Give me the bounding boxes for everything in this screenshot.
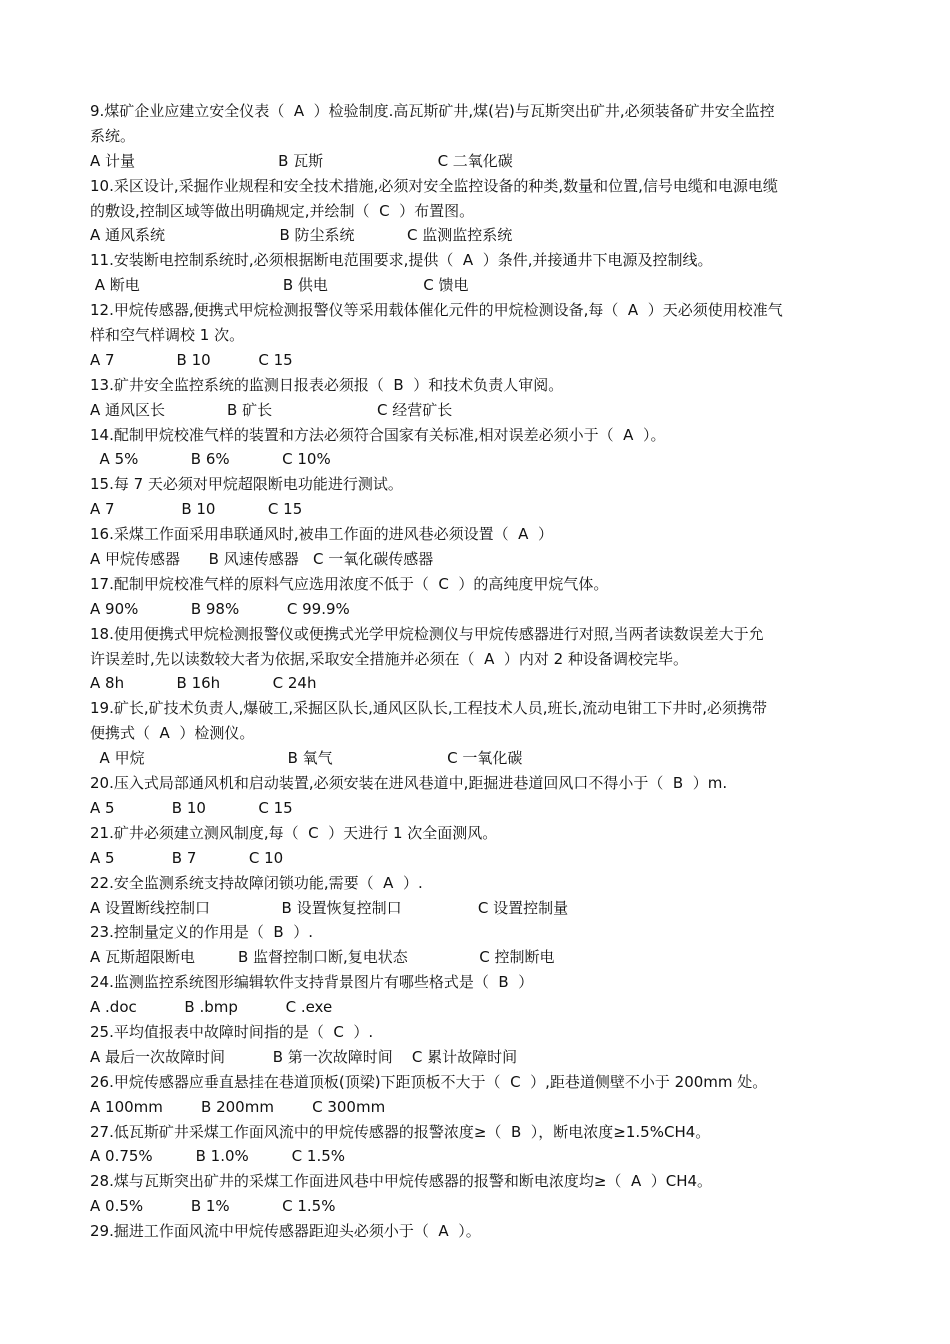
text-line: A 5 B 7 C 10: [90, 848, 284, 867]
text-line: A 断电 B 供电 C 馈电: [90, 276, 469, 295]
question-list: [90, 99, 865, 1244]
text-line: 26.甲烷传感器应垂直悬挂在巷道顶板(顶梁)下距顶板不大于（ C ）,距巷道侧壁不小于 200mm 处。: [90, 1072, 768, 1091]
text-line: 27.低瓦斯矿井采煤工作面风流中的甲烷传感器的报警浓度≥（ B ），断电浓度≥1.5%CH4。: [90, 1122, 711, 1141]
text-line: 25.平均值报表中故障时间指的是（ C ）.: [90, 1022, 374, 1041]
text-line: 18.使用便携式甲烷检测报警仪或便携式光学甲烷检测仪与甲烷传感器进行对照,当两者读数误差大于允: [90, 624, 764, 643]
text-line: A 100mm B 200mm C 300mm: [90, 1097, 386, 1116]
text-line: 14.配制甲烷校准气样的装置和方法必须符合国家有关标准,相对误差必须小于（ A ）。: [90, 425, 666, 444]
text-line: 16.采煤工作面采用串联通风时,被串工作面的进风巷必须设置（ A ）: [90, 525, 553, 544]
text-line: 10.采区设计,采掘作业规程和安全技术措施,必须对安全监控设备的种类,数量和位置,信号电缆和电源电缆: [90, 176, 778, 195]
text-line: A 0.5% B 1% C 1.5%: [90, 1197, 336, 1216]
text-line: 21.矿井必须建立测风制度,每（ C ）天进行 1 次全面测风。: [90, 823, 498, 842]
text-line: A 设置断线控制口 B 设置恢复控制口 C 设置控制量: [90, 898, 569, 917]
text-line: A 7 B 10 C 15: [90, 350, 293, 369]
text-line: 9.煤矿企业应建立安全仪表（ A ）检验制度.高瓦斯矿井,煤(岩)与瓦斯突出矿井,必须装备矿井安全监控: [90, 102, 775, 120]
text-line: 23.控制量定义的作用是（ B ）.: [90, 923, 313, 942]
text-line: A 7 B 10 C 15: [90, 500, 303, 519]
text-line: 17.配制甲烷校准气样的原料气应选用浓度不低于（ C ）的高纯度甲烷气体。: [90, 574, 609, 593]
text-line: A 通风区长 B 矿长 C 经营矿长: [90, 400, 453, 419]
text-line: 11.安装断电控制系统时,必须根据断电范围要求,提供（ A ）条件,并接通井下电源及控制线。: [90, 251, 713, 270]
text-line: 19.矿长,矿技术负责人,爆破工,采掘区队长,通风区队长,工程技术人员,班长,流动电钳工下井时,必须携带: [90, 699, 768, 718]
text-line: 的敷设,控制区域等做出明确规定,并绘制（ C ）布置图。: [90, 201, 475, 220]
text-line: A 90% B 98% C 99.9%: [90, 599, 350, 618]
text-line: A 最后一次故障时间 B 第一次故障时间 C 累计故障时间: [90, 1047, 518, 1066]
text-line: A 甲烷传感器 B 风速传感器 C 一氧化碳传感器: [90, 550, 434, 569]
text-line: 22.安全监测系统支持故障闭锁功能,需要（ A ）.: [90, 873, 423, 892]
text-line: A 5% B 6% C 10%: [90, 450, 331, 469]
text-line: A 8h B 16h C 24h: [90, 674, 317, 693]
text-line: 20.压入式局部通风机和启动装置,必须安装在进风巷道中,距掘进巷道回风口不得小于（ B ）m.: [90, 774, 728, 793]
text-line: 15.每 7 天必须对甲烷超限断电功能进行测试。: [90, 475, 403, 494]
text-line: 13.矿井安全监控系统的监测日报表必须报（ B ）和技术负责人审阅。: [90, 375, 564, 394]
text-line: 系统。: [90, 126, 136, 145]
text-line: A 瓦斯超限断电 B 监督控制口断,复电状态 C 控制断电: [90, 948, 555, 967]
text-line: 12.甲烷传感器,便携式甲烷检测报警仪等采用载体催化元件的甲烷检测设备,每（ A ）天必须使用校准气: [90, 301, 783, 320]
text-line: 29.掘进工作面风流中甲烷传感器距迎头必须小于（ A ）。: [90, 1222, 481, 1241]
text-line: 许误差时,先以读数较大者为依据,采取安全措施并必须在（ A ）内对 2 种设备调校完毕。: [90, 649, 688, 668]
text-line: A 0.75% B 1.0% C 1.5%: [90, 1147, 346, 1166]
text-line: A 5 B 10 C 15: [90, 798, 293, 817]
text-line: A .doc B .bmp C .exe: [90, 998, 333, 1017]
text-line: A 甲烷 B 氧气 C 一氧化碳: [90, 749, 523, 768]
text-line: 28.煤与瓦斯突出矿井的采煤工作面进风巷中甲烷传感器的报警和断电浓度均≥（ A ）CH4。: [90, 1172, 713, 1191]
text-line: A 通风系统 B 防尘系统 C 监测监控系统: [90, 226, 513, 245]
text-line: A 计量 B 瓦斯 C 二氧化碳: [90, 151, 513, 170]
text-line: 便携式（ A ）检测仪。: [90, 724, 255, 743]
text-line: 24.监测监控系统图形编辑软件支持背景图片有哪些格式是（ B ）: [90, 973, 534, 992]
text-line: 样和空气样调校 1 次。: [90, 326, 245, 345]
